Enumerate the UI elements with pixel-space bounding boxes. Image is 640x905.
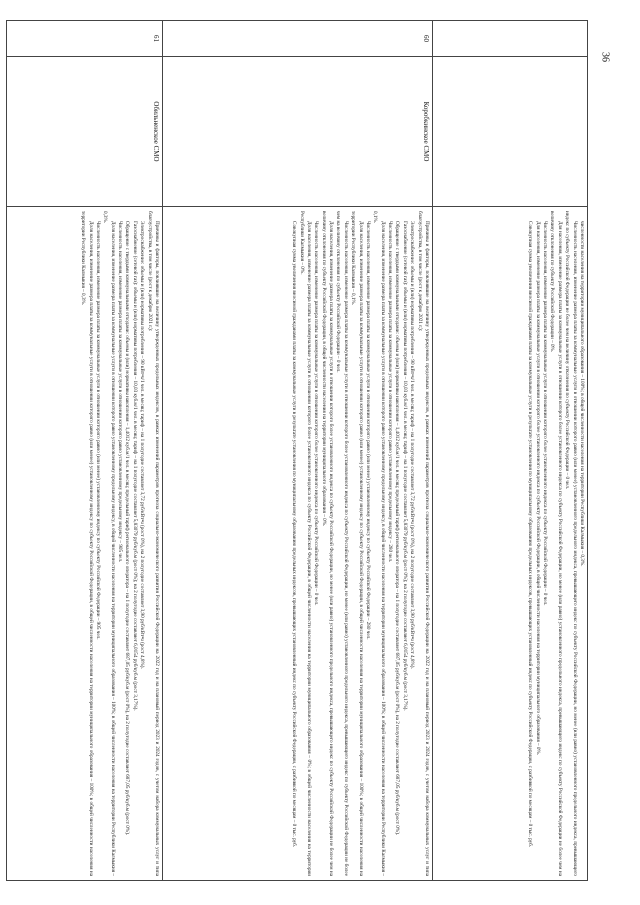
description-cell [163,207,433,881]
description-cell [433,207,588,881]
description-paragraph: Численность населения, изменение размера платы за коммунальные услуги в отношении которого равно (или менее) установленного предельного индекса, превышающего индекс по субъекту Российской Федерации, но менее (или равно) установленного предельного индекса, превышающего индекс по субъекту Российской Федерации не более чем на величину отклонения по субъекту Российской Федерации – 0 чел. [564,211,578,876]
description-paragraph: Электроснабжение: объемы и (или) нормативы потребления – 90 кВт•ч/1 чел. в месяц; тариф – на 1 полугодие составляет 3,72 руб/кВт•ч (рост 0%), на 2 полугодие составляет 3,90 руб/кВт•ч (рост 4,8%). [409,221,416,669]
description-paragraph: Доля населения, изменение размера платы за коммунальные услуги в отношении которого более установленного индекса по субъекту Российской Федерации, но менее (или равно) установленного предельного индекса, превышающего индекс по субъекту Российской Федерации не более чем на величину отклонения по субъекту Российской Федерации, в общей численности населения на территории муниципального образования – 0%. [320,211,335,876]
row-number-cell: 61 [7,21,163,57]
description-paragraph: Обращение с твердыми коммунальными отходами: объемы и (или) нормативы накопления – 1,4012 куб.м/1 чел. в месяц; предельный тариф регионального оператора – на 1 полугодие составляет 687,05 руб/куб.м (рост 0%), на 2 полугодие составляет 687,05 руб/куб.м (рост 0%). [394,221,401,836]
row-number-cell [433,21,588,57]
description-paragraph: Численность населения, изменение размера платы за коммунальные услуги в отношении которого равно (или менее) установленному индексу по субъекту Российской Федерации – 905 чел. [95,221,101,640]
description-paragraph: Численность населения, изменение размера платы за коммунальные услуги в отношении которого равно установленному предельному индексу – 280 чел. [387,221,394,563]
table-row [7,21,163,881]
page-number-text: 36 [599,52,611,62]
description-paragraph: Газоснабжение (сетевой газ): объемы и (или) нормативы потребления – 10,03 куб.м/1 чел. в месяц; тариф – на 1 полугодие составляет 5,83079 руб/куб.м (рост 0%); на 2 полугодие составляет 6,0154 руб/куб.м (рост 3,17%). [131,221,138,711]
municipality-name-cell [433,57,588,207]
description-paragraph: Численность населения, изменение размера платы за коммунальные услуги в отношении которого более установленного индекса по субъекту Российской Федерации – 0 чел. [313,221,320,606]
municipality-name-cell: Коробкинское СМО [163,57,433,207]
rotated-table-container [18,20,588,880]
description-paragraph: Численность населения, изменение размера платы за коммунальные услуги в отношении которого более установленного индекса по субъекту Российской Федерации, но менее (или равно) установленного предельного индекса, превышающего индекс по субъекту Российской Федерации не более чем на величину отклонения по субъекту Российской Федерации – 0 чел. [335,211,349,876]
description-paragraph: Обращение с твердыми коммунальными отходами: объемы и (или) нормативы накопления – 1,4012 куб.м/1 чел. в месяц; предельный тариф регионального оператора – на 1 полугодие составляет 687,05 руб/куб.м (рост 0%), на 2 полугодие составляет 687,05 руб/куб.м (рост 0%). [124,221,131,836]
description-paragraph: Причины и факторы, повлиявшие на величину утвержденных предельных индексов, в рамках изменений параметров прогноза социально-экономического развития Российской Федерации на 2022 год и на плановый период 2023 и 2024 годов, с учетом набора коммунальных услуг и типа благоустройства, в том числе (рост к декабрю 2021 г.): [146,211,160,876]
document-table-frame [18,20,588,880]
municipal-indices-table [6,20,588,881]
row-number-cell: 60 [163,21,433,57]
description-paragraph: Для населения, изменение размера платы за коммунальные услуги в отношении которого более установленного индекса по субъекту Российской Федерации, в общей численности населения на территории муниципального образования – 0%. [534,221,541,756]
description-paragraph: Совокупная сумма увеличения вносимой гражданами платы за коммунальные услуги в результате установления по муниципальному образованию предельных индексов, превышающих установленный индекс по субъекту Российской Федерации, с разбивкой по месяцам – 0 тыс. руб. [291,221,298,848]
table-row [163,21,433,881]
description-paragraph: Численность населения, изменение размера платы за коммунальные услуги в отношении которого равно установленному предельному индексу – 905 чел. [117,221,124,563]
description-paragraph: Доля населения, изменение размера платы за коммунальные услуги в отношении которого равно установленному предельному индексу, в общей численности населения на территории муниципального образования – 100%; в общей численности населения на территории Республики Калмыкия – 0,1%. [372,211,386,876]
municipality-name-cell: Обильненское СМО [7,57,163,207]
description-paragraph: Причины и факторы, повлиявшие на величину утвержденных предельных индексов, в рамках изменений параметров прогноза социально-экономического развития Российской Федерации на 2022 год и на плановый период 2023 и 2024 годов, с учетом набора коммунальных услуг и типа благоустройства, в том числе (рост к декабрю 2021 г.): [416,211,430,876]
description-paragraph: численности населения на территории муниципального образования – 100%; в общей численности населения на территории Республики Калмыкия – 0,3%. [579,221,585,567]
page-number [596,42,614,72]
description-paragraph: Численность населения, изменение размера платы за коммунальные услуги в отношении которого более установленного индекса по субъекту Российской Федерации – 0 чел. [542,221,549,606]
description-paragraph: Доля населения, изменение размера платы за коммунальные услуги в отношении которого равно (или менее) установленному индексу по субъекту Российской Федерации, в общей численности населения на территории муниципального образования – 100%; в общей численности населения на территории Республики Калмыкия – 0,1%. [350,211,364,876]
description-paragraph: Численность населения, изменение размера платы за коммунальные услуги в отношении которого равно (или менее) установленному индексу по субъекту Российской Федерации – 280 чел. [365,221,371,640]
description-cell [7,207,163,881]
description-paragraph: Доля населения, изменение размера платы за коммунальные услуги в отношении которого равно (или менее) установленному индексу по субъекту Российской Федерации, в общей численности населения на территории муниципального образования – 100%; в общей численности населения на территории Республики Калмыкия – 0,3%. [80,211,94,876]
table-body [7,21,588,881]
table-row [433,21,588,881]
description-paragraph: Электроснабжение: объемы и (или) нормативы потребления – 90 кВт•ч/1 чел. в месяц; тариф – на 1 полугодие составляет 3,72 руб/кВт•ч (рост 0%), на 2 полугодие составляет 3,90 руб/кВт•ч (рост 4,8%). [139,221,146,669]
description-paragraph: Совокупная сумма увеличения вносимой гражданами платы за коммунальные услуги в результате установления по муниципальному образованию предельных индексов, превышающих установленный индекс по субъекту Российской Федерации, с разбивкой по месяцам – 0 тыс. руб. [527,221,534,848]
description-paragraph: Газоснабжение (сетевой газ): объемы и (или) нормативы потребления – 10,03 куб.м/1 чел. в месяц; тариф – на 1 полугодие составляет 5,83079 руб/куб.м (рост 0%); на 2 полугодие составляет 6,0154 руб/куб.м (рост 3,17%). [401,221,408,711]
description-paragraph: Для населения, изменение размера платы за коммунальные услуги в отношении которого более установленного индекса по субъекту Российской Федерации, но менее (или равно) установленного предельного индекса, превышающего индекс по субъекту Российской Федерации не более чем на величину отклонения по субъекту Российской Федерации – 0%. [549,211,563,876]
description-paragraph: Доля населения, изменение размера платы за коммунальные услуги в отношении которого более установленного индекса по субъекту Российской Федерации, в общей численности населения на территории муниципального образования – 0%; в общей численности населения на территории Республики Калмыкия – 0%. [298,211,312,876]
description-paragraph: Доля населения, изменение размера платы за коммунальные услуги в отношении которого равно установленному предельному индексу, в общей численности населения на территории муниципального образования – 100%; в общей численности населения на территории Республики Калмыкия – 0,3%. [102,211,116,876]
